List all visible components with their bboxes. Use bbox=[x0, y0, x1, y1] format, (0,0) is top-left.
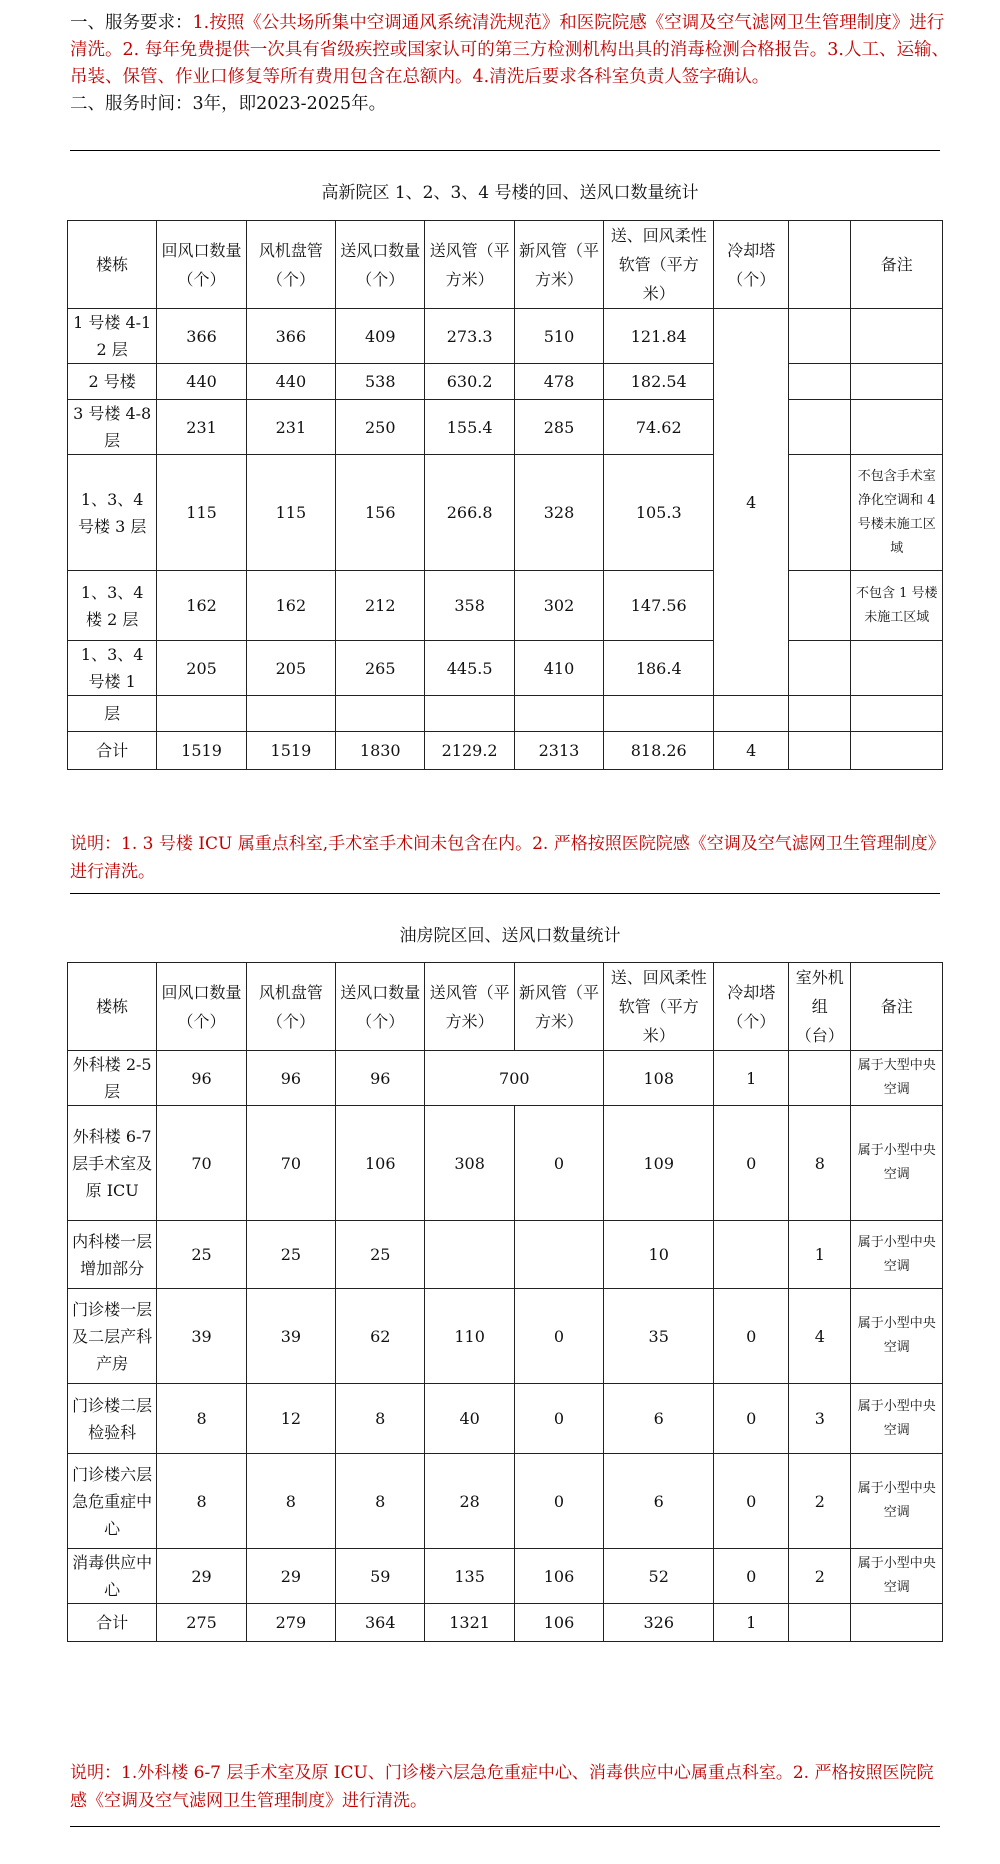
total-label: 合计 bbox=[68, 1604, 157, 1642]
value-cell: 25 bbox=[336, 1221, 425, 1289]
table2-note: 说明：1.外科楼 6-7 层手术室及原 ICU、门诊楼六层急危重症中心、消毒供应中心属重点科室。2. 严格按照医院院感《空调及空气滤网卫生管理制度》进行清洗。 bbox=[70, 1763, 934, 1811]
value-cell: 366 bbox=[157, 309, 246, 364]
value-cell: 0 bbox=[514, 1454, 603, 1549]
value-cell: 510 bbox=[514, 309, 603, 364]
remark-cell: 不包含手术室净化空调和 4 号楼未施工区域 bbox=[851, 455, 943, 571]
remark-cell: 不包含 1 号楼未施工区域 bbox=[851, 571, 943, 641]
blank-cell bbox=[789, 400, 851, 455]
value-cell bbox=[789, 1051, 851, 1106]
header-cell: 风机盘管（个） bbox=[246, 963, 335, 1051]
building-cell: 1、3、4 楼 2 层 bbox=[68, 571, 157, 641]
blank-cell bbox=[789, 309, 851, 364]
value-cell bbox=[425, 1221, 514, 1289]
value-cell: 6 bbox=[604, 1454, 714, 1549]
value-cell: 231 bbox=[246, 400, 335, 455]
header-cell: 送风管（平方米） bbox=[425, 963, 514, 1051]
remark-cell: 属于小型中央空调 bbox=[851, 1106, 943, 1221]
value-cell: 366 bbox=[246, 309, 335, 364]
value-cell: 70 bbox=[157, 1106, 246, 1221]
value-cell: 105.3 bbox=[604, 455, 714, 571]
table-row bbox=[68, 571, 943, 641]
building-cell: 外科楼 6-7 层手术室及原 ICU bbox=[68, 1106, 157, 1221]
value-cell: 410 bbox=[514, 641, 603, 696]
value-cell: 96 bbox=[157, 1051, 246, 1106]
building-cell: 门诊楼六层急危重症中心 bbox=[68, 1454, 157, 1549]
table1 bbox=[67, 220, 943, 770]
value-cell: 115 bbox=[157, 455, 246, 571]
header-cell: 室外机组（台） bbox=[789, 963, 851, 1051]
value-cell: 182.54 bbox=[604, 364, 714, 400]
value-cell: 121.84 bbox=[604, 309, 714, 364]
value-cell: 106 bbox=[336, 1106, 425, 1221]
table-row bbox=[68, 1221, 943, 1289]
value-cell: 8 bbox=[157, 1454, 246, 1549]
total-cell: 2129.2 bbox=[425, 732, 514, 770]
remark-cell bbox=[851, 309, 943, 364]
value-cell: 700 bbox=[425, 1051, 604, 1106]
total-cell: 1519 bbox=[157, 732, 246, 770]
value-cell: 265 bbox=[336, 641, 425, 696]
value-cell: 440 bbox=[157, 364, 246, 400]
remark-cell: 属于小型中央空调 bbox=[851, 1221, 943, 1289]
header-cell: 楼栋 bbox=[68, 221, 157, 309]
value-cell: 0 bbox=[514, 1289, 603, 1384]
total-cell: 275 bbox=[157, 1604, 246, 1642]
value-cell: 59 bbox=[336, 1549, 425, 1604]
header-cell: 送风口数量（个） bbox=[336, 221, 425, 309]
total-cell: 364 bbox=[336, 1604, 425, 1642]
value-cell: 186.4 bbox=[604, 641, 714, 696]
table-row bbox=[68, 1604, 943, 1642]
value-cell: 205 bbox=[246, 641, 335, 696]
value-cell: 28 bbox=[425, 1454, 514, 1549]
cooling-tower-cell: 4 bbox=[714, 309, 789, 696]
value-cell: 205 bbox=[157, 641, 246, 696]
value-cell: 302 bbox=[514, 571, 603, 641]
divider bbox=[70, 893, 940, 894]
service-requirements bbox=[70, 10, 950, 118]
building-cell: 内科楼一层增加部分 bbox=[68, 1221, 157, 1289]
building-cell: 1、3、4 号楼 3 层 bbox=[68, 455, 157, 571]
value-cell: 8 bbox=[336, 1454, 425, 1549]
value-cell bbox=[714, 1221, 789, 1289]
total-cell: 2313 bbox=[514, 732, 603, 770]
value-cell: 8 bbox=[789, 1106, 851, 1221]
blank-cell bbox=[851, 732, 943, 770]
value-cell: 39 bbox=[246, 1289, 335, 1384]
value-cell: 162 bbox=[246, 571, 335, 641]
blank-cell bbox=[789, 455, 851, 571]
header-cell: 回风口数量（个） bbox=[157, 221, 246, 309]
value-cell: 115 bbox=[246, 455, 335, 571]
table1-note: 说明：1. 3 号楼 ICU 属重点科室,手术室手术间未包含在内。2. 严格按照医院院感《空调及空气滤网卫生管理制度》进行清洗。 bbox=[70, 834, 945, 882]
value-cell: 135 bbox=[425, 1549, 514, 1604]
value-cell: 231 bbox=[157, 400, 246, 455]
header-cell: 送风口数量（个） bbox=[336, 963, 425, 1051]
table-row bbox=[68, 1289, 943, 1384]
header-cell: 新风管（平方米） bbox=[514, 963, 603, 1051]
table-row bbox=[68, 309, 943, 364]
header-cell bbox=[789, 221, 851, 309]
header-cell: 风机盘管（个） bbox=[246, 221, 335, 309]
blank-cell bbox=[246, 696, 335, 732]
value-cell: 40 bbox=[425, 1384, 514, 1454]
total-cell bbox=[851, 1604, 943, 1642]
value-cell: 12 bbox=[246, 1384, 335, 1454]
remark-cell: 属于大型中央空调 bbox=[851, 1051, 943, 1106]
value-cell: 2 bbox=[789, 1549, 851, 1604]
value-cell: 25 bbox=[157, 1221, 246, 1289]
value-cell: 25 bbox=[246, 1221, 335, 1289]
value-cell: 478 bbox=[514, 364, 603, 400]
value-cell: 212 bbox=[336, 571, 425, 641]
blank-cell bbox=[425, 696, 514, 732]
table-row bbox=[68, 696, 943, 732]
service-time: 二、服务时间：3年，即2023-2025年。 bbox=[70, 94, 387, 114]
table2-title: 油房院区回、送风口数量统计 bbox=[399, 926, 621, 946]
building-cell: 2 号楼 bbox=[68, 364, 157, 400]
remark-cell: 属于小型中央空调 bbox=[851, 1289, 943, 1384]
blank-cell bbox=[157, 696, 246, 732]
value-cell: 162 bbox=[157, 571, 246, 641]
header-cell: 新风管（平方米） bbox=[514, 221, 603, 309]
total-cell: 1 bbox=[714, 1604, 789, 1642]
building-cell: 1、3、4 号楼 1 bbox=[68, 641, 157, 696]
value-cell: 0 bbox=[714, 1289, 789, 1384]
requirement-paragraph bbox=[70, 10, 950, 91]
value-cell: 445.5 bbox=[425, 641, 514, 696]
value-cell: 1 bbox=[789, 1221, 851, 1289]
table-row bbox=[68, 1106, 943, 1221]
value-cell: 96 bbox=[246, 1051, 335, 1106]
remark-cell: 属于小型中央空调 bbox=[851, 1384, 943, 1454]
header-cell: 冷却塔（个） bbox=[714, 221, 789, 309]
value-cell: 155.4 bbox=[425, 400, 514, 455]
blank-cell bbox=[714, 696, 789, 732]
blank-cell bbox=[336, 696, 425, 732]
header-cell: 送、回风柔性软管（平方米） bbox=[604, 963, 714, 1051]
header-cell: 回风口数量（个） bbox=[157, 963, 246, 1051]
value-cell: 96 bbox=[336, 1051, 425, 1106]
value-cell: 29 bbox=[157, 1549, 246, 1604]
header-cell: 备注 bbox=[851, 221, 943, 309]
table-row bbox=[68, 455, 943, 571]
value-cell: 3 bbox=[789, 1384, 851, 1454]
blank-cell bbox=[789, 641, 851, 696]
value-cell: 266.8 bbox=[425, 455, 514, 571]
value-cell: 630.2 bbox=[425, 364, 514, 400]
value-cell: 308 bbox=[425, 1106, 514, 1221]
value-cell: 108 bbox=[604, 1051, 714, 1106]
remark-cell bbox=[851, 364, 943, 400]
blank-cell bbox=[789, 364, 851, 400]
value-cell: 328 bbox=[514, 455, 603, 571]
remark-cell bbox=[851, 641, 943, 696]
header-cell: 送、回风柔性软管（平方米） bbox=[604, 221, 714, 309]
remark-cell: 属于小型中央空调 bbox=[851, 1549, 943, 1604]
value-cell: 35 bbox=[604, 1289, 714, 1384]
value-cell: 0 bbox=[714, 1106, 789, 1221]
value-cell: 0 bbox=[514, 1106, 603, 1221]
total-cell: 1321 bbox=[425, 1604, 514, 1642]
requirement-heading: 一、服务要求： bbox=[70, 13, 193, 33]
value-cell: 409 bbox=[336, 309, 425, 364]
building-cell: 门诊楼一层及二层产科产房 bbox=[68, 1289, 157, 1384]
header-cell: 冷却塔（个） bbox=[714, 963, 789, 1051]
value-cell: 109 bbox=[604, 1106, 714, 1221]
building-cell: 1 号楼 4-12 层 bbox=[68, 309, 157, 364]
requirement-text: 1.按照《公共场所集中空调通风系统清洗规范》和医院院感《空调及空气滤网卫生管理制度》进行清洗。2. 每年免费提供一次具有省级疾控或国家认可的第三方检测机构出具的消毒检测合格报告。3.人工、运输、吊装、保管、作业口修复等所有费用包含在总额内。4.清洗后要求各科室负责人签字确认。 bbox=[70, 13, 949, 87]
value-cell: 440 bbox=[246, 364, 335, 400]
table2 bbox=[67, 962, 943, 1642]
value-cell: 147.56 bbox=[604, 571, 714, 641]
value-cell: 62 bbox=[336, 1289, 425, 1384]
total-cell: 1830 bbox=[336, 732, 425, 770]
remark-cell: 属于小型中央空调 bbox=[851, 1454, 943, 1549]
blank-cell bbox=[789, 571, 851, 641]
total-cell bbox=[789, 1604, 851, 1642]
header-cell: 楼栋 bbox=[68, 963, 157, 1051]
value-cell: 1 bbox=[714, 1051, 789, 1106]
value-cell: 10 bbox=[604, 1221, 714, 1289]
value-cell: 29 bbox=[246, 1549, 335, 1604]
table-row bbox=[68, 1051, 943, 1106]
building-cell: 3 号楼 4-8 层 bbox=[68, 400, 157, 455]
table-row bbox=[68, 364, 943, 400]
value-cell: 8 bbox=[246, 1454, 335, 1549]
value-cell: 0 bbox=[714, 1549, 789, 1604]
building-cell: 门诊楼二层检验科 bbox=[68, 1384, 157, 1454]
value-cell: 8 bbox=[336, 1384, 425, 1454]
table-row bbox=[68, 963, 943, 1051]
value-cell: 0 bbox=[714, 1454, 789, 1549]
value-cell: 538 bbox=[336, 364, 425, 400]
header-cell: 送风管（平方米） bbox=[425, 221, 514, 309]
value-cell: 70 bbox=[246, 1106, 335, 1221]
value-cell: 110 bbox=[425, 1289, 514, 1384]
value-cell: 273.3 bbox=[425, 309, 514, 364]
table-row bbox=[68, 732, 943, 770]
table1-title: 高新院区 1、2、3、4 号楼的回、送风口数量统计 bbox=[321, 183, 699, 203]
value-cell: 4 bbox=[789, 1289, 851, 1384]
value-cell: 106 bbox=[514, 1549, 603, 1604]
total-cell: 4 bbox=[714, 732, 789, 770]
value-cell: 39 bbox=[157, 1289, 246, 1384]
blank-cell bbox=[851, 696, 943, 732]
divider bbox=[70, 150, 940, 151]
header-cell: 备注 bbox=[851, 963, 943, 1051]
value-cell: 2 bbox=[789, 1454, 851, 1549]
building-cell: 消毒供应中心 bbox=[68, 1549, 157, 1604]
table-row bbox=[68, 1454, 943, 1549]
value-cell: 74.62 bbox=[604, 400, 714, 455]
value-cell: 156 bbox=[336, 455, 425, 571]
divider bbox=[70, 1826, 940, 1827]
value-cell: 358 bbox=[425, 571, 514, 641]
remark-cell bbox=[851, 400, 943, 455]
table-row bbox=[68, 1549, 943, 1604]
table-row bbox=[68, 221, 943, 309]
blank-cell bbox=[604, 696, 714, 732]
value-cell: 285 bbox=[514, 400, 603, 455]
value-cell bbox=[514, 1221, 603, 1289]
table-row bbox=[68, 641, 943, 696]
value-cell: 8 bbox=[157, 1384, 246, 1454]
value-cell: 0 bbox=[714, 1384, 789, 1454]
building-cell: 层 bbox=[68, 696, 157, 732]
value-cell: 52 bbox=[604, 1549, 714, 1604]
table-row bbox=[68, 1384, 943, 1454]
blank-cell bbox=[789, 732, 851, 770]
blank-cell bbox=[789, 696, 851, 732]
value-cell: 0 bbox=[514, 1384, 603, 1454]
total-label: 合计 bbox=[68, 732, 157, 770]
value-cell: 6 bbox=[604, 1384, 714, 1454]
total-cell: 326 bbox=[604, 1604, 714, 1642]
total-cell: 106 bbox=[514, 1604, 603, 1642]
total-cell: 279 bbox=[246, 1604, 335, 1642]
building-cell: 外科楼 2-5 层 bbox=[68, 1051, 157, 1106]
total-cell: 818.26 bbox=[604, 732, 714, 770]
value-cell: 250 bbox=[336, 400, 425, 455]
total-cell: 1519 bbox=[246, 732, 335, 770]
blank-cell bbox=[514, 696, 603, 732]
table-row bbox=[68, 400, 943, 455]
